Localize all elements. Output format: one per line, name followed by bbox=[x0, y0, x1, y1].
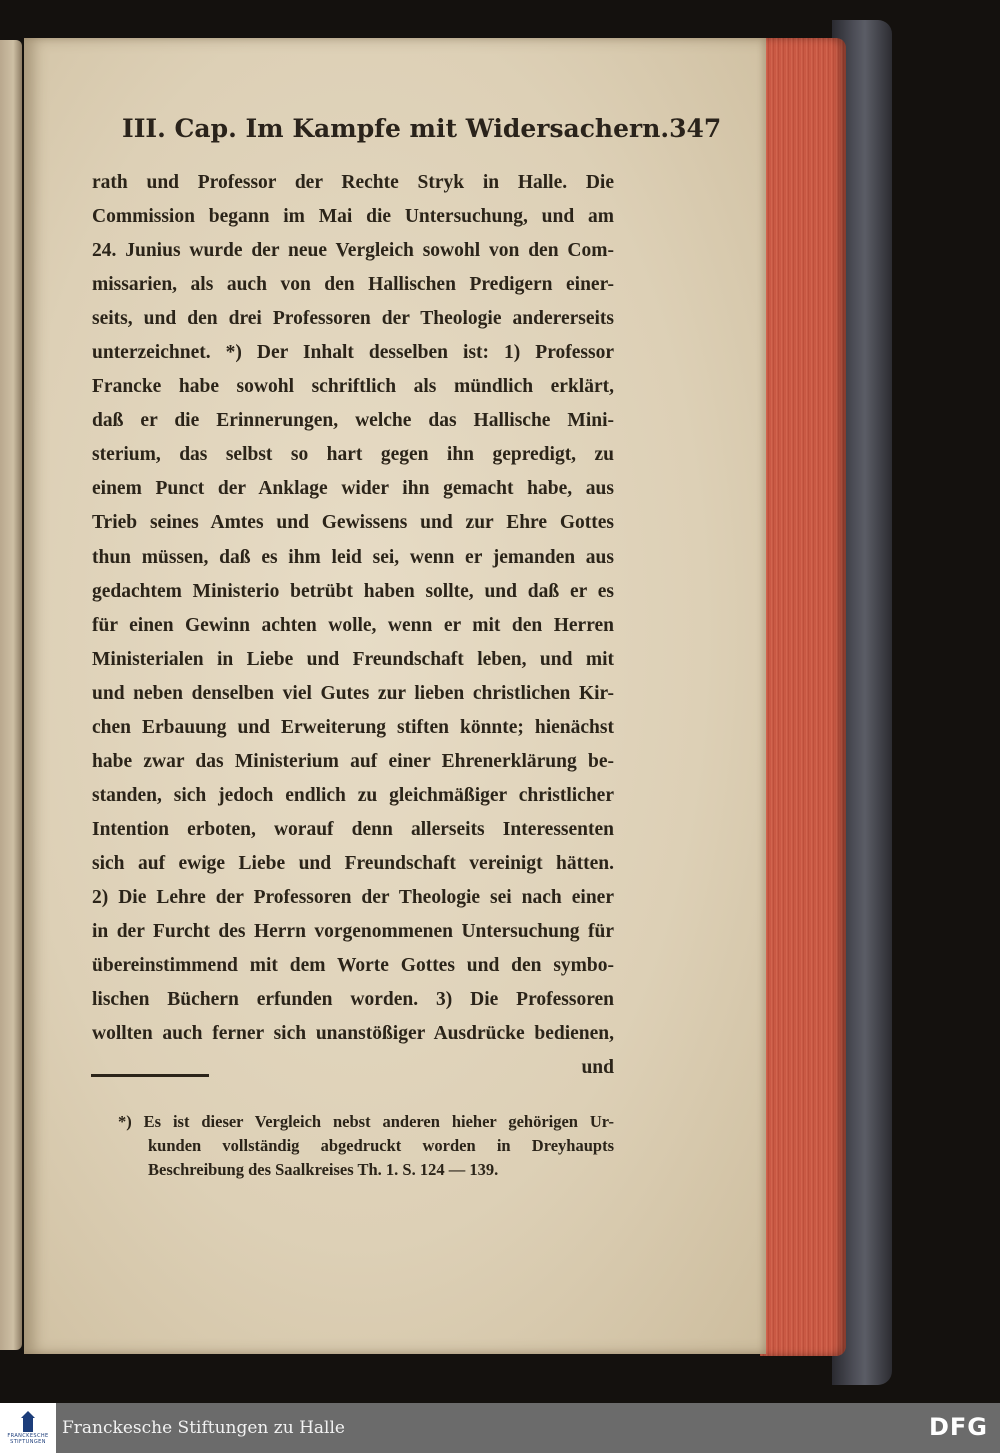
text-line: chen Erbauung und Erweiterung stiften könnte; hienächst bbox=[92, 716, 614, 738]
logo-text: FRANCKESCHE STIFTUNGEN bbox=[7, 1433, 49, 1445]
text-line: Trieb seines Amtes und Gewissens und zur Ehre Gottes bbox=[92, 512, 614, 534]
footnote bbox=[118, 1110, 614, 1182]
footnote-line: Beschreibung des Saalkreises Th. 1. S. 124 — 139. bbox=[148, 1160, 499, 1179]
text-line: rath und Professor der Rechte Stryk in Halle. Die bbox=[92, 172, 614, 193]
text-line: und neben denselben viel Gutes zur lieben christlichen Kir- bbox=[92, 682, 614, 704]
footnote-rule bbox=[91, 1074, 209, 1077]
text-line: einem Punct der Anklage wider ihn gemacht habe, aus bbox=[92, 478, 614, 500]
text-line: thun müssen, daß es ihm leid sei, wenn er jemanden aus bbox=[92, 546, 614, 568]
text-line: lischen Büchern erfunden worden. 3) Die Professoren bbox=[92, 989, 614, 1011]
text-line: für einen Gewinn achten wolle, wenn er mit den Herren bbox=[92, 614, 614, 636]
text-line: daß er die Erinnerungen, welche das Hallische Mini- bbox=[92, 410, 614, 432]
running-header bbox=[122, 114, 722, 143]
text-line: wollten auch ferner sich unanstößiger Ausdrücke bedienen, bbox=[92, 1023, 614, 1045]
text-line: gedachtem Ministerio betrübt haben sollte, und daß er es bbox=[92, 580, 614, 602]
text-line: standen, sich jedoch endlich zu gleichmäßiger christlicher bbox=[92, 784, 614, 806]
body-text bbox=[92, 166, 614, 1085]
page-number: 347 bbox=[669, 114, 722, 143]
text-line: 24. Junius wurde der neue Vergleich sowohl von den Com- bbox=[92, 240, 614, 262]
chapter-title: III. Cap. Im Kampfe mit Widersachern. bbox=[122, 114, 670, 143]
left-page-edge bbox=[0, 40, 22, 1350]
red-page-edges bbox=[760, 38, 846, 1356]
catchword: und bbox=[581, 1057, 614, 1079]
franckesche-logo[interactable] bbox=[0, 1403, 56, 1453]
text-line: unterzeichnet. *) Der Inhalt desselben ist: 1) Professor bbox=[92, 342, 614, 364]
text-line: seits, und den drei Professoren der Theologie andererseits bbox=[92, 308, 614, 330]
text-line: 2) Die Lehre der Professoren der Theologie sei nach einer bbox=[92, 886, 614, 908]
building-icon bbox=[20, 1411, 36, 1433]
text-line: sich auf ewige Liebe und Freundschaft vereinigt hätten. bbox=[92, 852, 614, 874]
text-line: Ministerialen in Liebe und Freundschaft leben, und mit bbox=[92, 648, 614, 670]
text-line: sterium, das selbst so hart gegen ihn gepredigt, zu bbox=[92, 444, 614, 466]
text-line: Intention erboten, worauf denn allerseits Interessenten bbox=[92, 818, 614, 840]
text-line: missarien, als auch von den Hallischen Predigern einer- bbox=[92, 274, 614, 296]
footnote-line: kunden vollständig abgedruckt worden in Dreyhaupts bbox=[148, 1136, 614, 1155]
viewer-footer bbox=[0, 1403, 1000, 1453]
text-line: Francke habe sowohl schriftlich als mündlich erklärt, bbox=[92, 376, 614, 398]
text-line: Commission begann im Mai die Untersuchung, und am bbox=[92, 206, 614, 228]
text-line: in der Furcht des Herrn vorgenommenen Untersuchung für bbox=[92, 921, 614, 943]
institution-name[interactable]: Franckesche Stiftungen zu Halle bbox=[62, 1418, 345, 1438]
dfg-logo[interactable]: DFG bbox=[928, 1413, 988, 1441]
text-line: habe zwar das Ministerium auf einer Ehrenerklärung be- bbox=[92, 750, 614, 772]
footnote-line: *) Es ist dieser Vergleich nebst anderen hieher gehörigen Ur- bbox=[118, 1112, 614, 1131]
text-line: übereinstimmend mit dem Worte Gottes und den symbo- bbox=[92, 955, 614, 977]
